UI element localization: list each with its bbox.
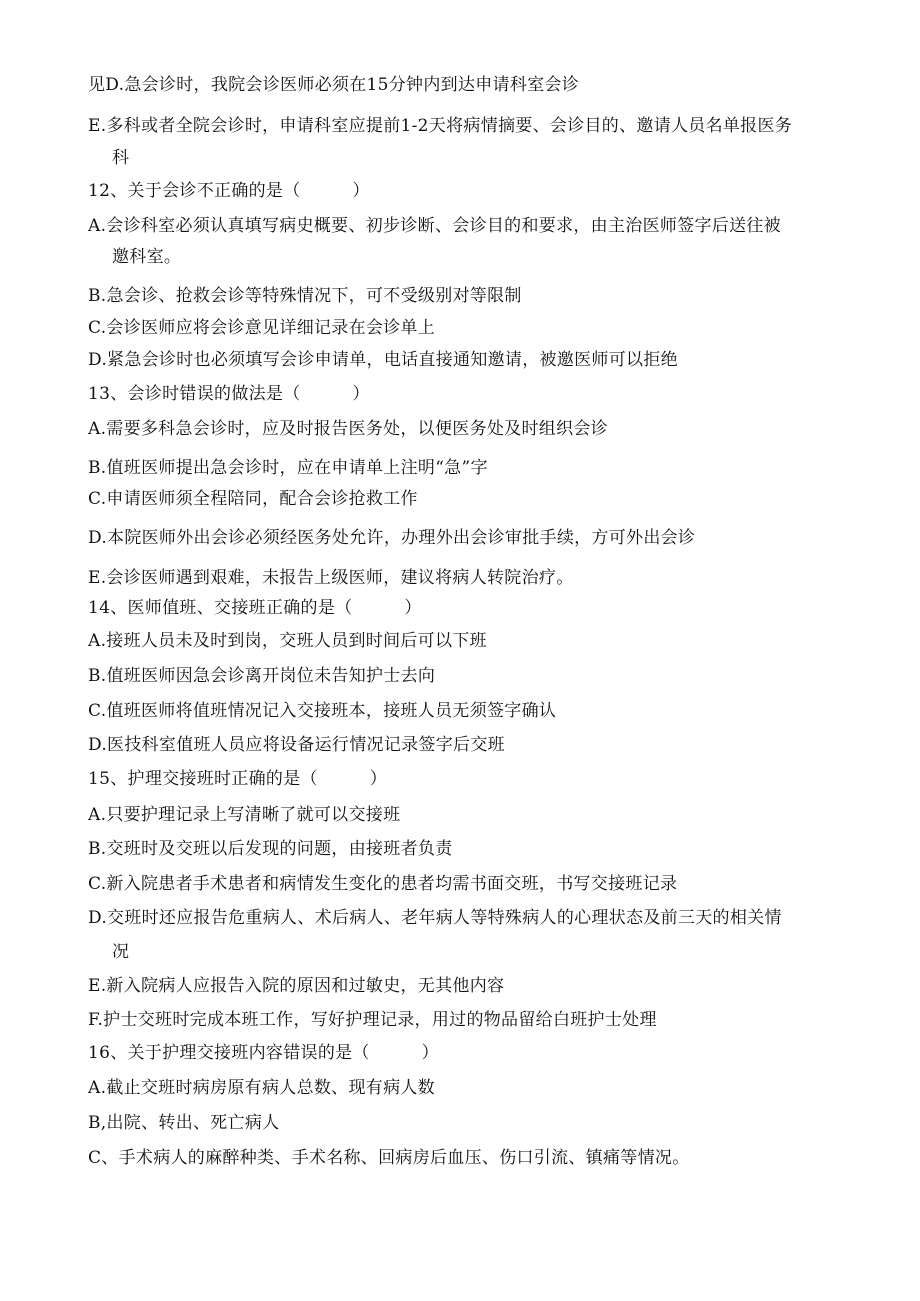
- text-line: B.值班医师提出急会诊时，应在申请单上注明“急”字: [88, 458, 488, 478]
- text-line: C.值班医师将值班情况记入交接班本，接班人员无须签字确认: [88, 701, 557, 721]
- text-line: 况: [112, 942, 130, 962]
- question-heading: 16、关于护理交接班内容错误的是（ ）: [88, 1043, 439, 1063]
- text-line: A.截止交班时病房原有病人总数、现有病人数: [88, 1078, 435, 1098]
- text-line: 见D.急会诊时，我院会诊医师必须在15分钟内到达申请科室会诊: [88, 75, 580, 95]
- text-line: A.只要护理记录上写清晰了就可以交接班: [88, 805, 401, 825]
- text-line: F.护士交班时完成本班工作，写好护理记录，用过的物品留给白班护士处理: [88, 1010, 657, 1030]
- question-heading: 14、医师值班、交接班正确的是（ ）: [88, 598, 422, 618]
- text-line: E.新入院病人应报告入院的原因和过敏史，无其他内容: [88, 976, 505, 996]
- text-line: A.会诊科室必须认真填写病史概要、初步诊断、会诊目的和要求，由主治医师签字后送往被: [88, 216, 781, 236]
- text-line: B,出院、转出、死亡病人: [88, 1113, 280, 1133]
- text-line: B.交班时及交班以后发现的问题，由接班者负责: [88, 839, 453, 859]
- text-line: D.医技科室值班人员应将设备运行情况记录签字后交班: [88, 735, 505, 755]
- text-line: 科: [112, 148, 130, 168]
- text-line: A.接班人员未及时到岗，交班人员到时间后可以下班: [88, 631, 487, 651]
- text-line: B.值班医师因急会诊离开岗位未告知护士去向: [88, 666, 436, 686]
- text-line: 邀科室。: [112, 247, 182, 267]
- question-heading: 13、会诊时错误的做法是（ ）: [88, 384, 370, 404]
- text-line: D.紧急会诊时也必须填写会诊申请单，电话直接通知邀请，被邀医师可以拒绝: [88, 350, 678, 370]
- question-heading: 15、护理交接班时正确的是（ ）: [88, 769, 388, 789]
- text-line: C.申请医师须全程陪同，配合会诊抢救工作: [88, 489, 418, 509]
- text-line: C、手术病人的麻醉种类、手术名称、回病房后血压、伤口引流、镇痛等情况。: [88, 1148, 690, 1168]
- text-line: C.会诊医师应将会诊意见详细记录在会诊单上: [88, 318, 436, 338]
- text-line: B.急会诊、抢救会诊等特殊情况下，可不受级别对等限制: [88, 286, 522, 306]
- question-heading: 12、关于会诊不正确的是（ ）: [88, 181, 370, 201]
- text-line: E.会诊医师遇到艰难，未报告上级医师，建议将病人转院治疗。: [88, 568, 574, 588]
- text-line: C.新入院患者手术患者和病情发生变化的患者均需书面交班，书写交接班记录: [88, 874, 678, 894]
- text-line: D.交班时还应报告危重病人、术后病人、老年病人等特殊病人的心理状态及前三天的相关情: [88, 908, 782, 928]
- text-line: E.多科或者全院会诊时，申请科室应提前1-2天将病情摘要、会诊目的、邀请人员名单报医务: [88, 116, 793, 136]
- text-line: A.需要多科急会诊时，应及时报告医务处，以便医务处及时组织会诊: [88, 419, 608, 439]
- text-line: D.本院医师外出会诊必须经医务处允许，办理外出会诊审批手续，方可外出会诊: [88, 528, 696, 548]
